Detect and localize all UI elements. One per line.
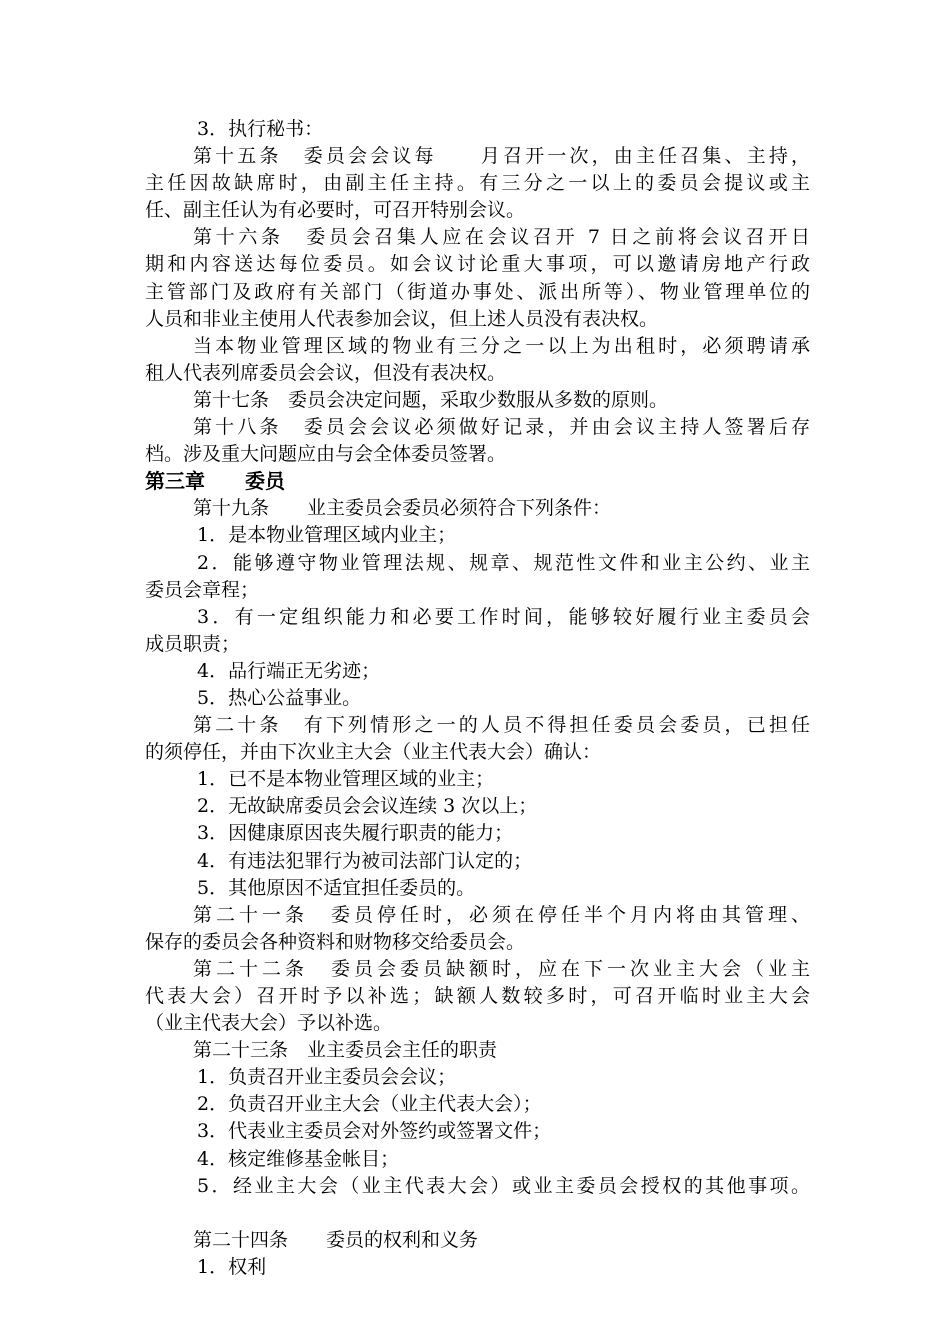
text-line: 主管部门及政府有关部门（街道办事处、派出所等）、物业管理单位的 [145, 280, 810, 303]
text-line: 租人代表列席委员会会议，但没有表决权。 [145, 361, 507, 384]
text-line: 保存的委员会各种资料和财物移交给委员会。 [145, 930, 526, 953]
text-line: 当本物业管理区域的物业有三分之一以上为出租时，必须聘请承 [193, 334, 810, 357]
text-line: 2．无故缺席委员会会议连续 3 次以上； [197, 795, 538, 818]
text-line: 2．能够遵守物业管理法规、规章、规范性文件和业主公约、业主 [197, 551, 810, 574]
text-line: 第十六条 委员会召集人应在会议召开 7 日之前将会议召开日 [193, 226, 810, 249]
text-line: 4．品行端正无劣迹； [197, 659, 381, 682]
text-line: （业主代表大会）予以补选。 [145, 1012, 393, 1035]
text-line: 主任因故缺席时，由副主任主持。有三分之一以上的委员会提议或主 [145, 172, 810, 195]
text-line: 1．负责召开业主委员会会议； [197, 1066, 457, 1089]
text-line: 5．经业主大会（业主代表大会）或业主委员会授权的其他事项。 [197, 1174, 810, 1197]
text-line: 1．已不是本物业管理区域的业主； [197, 768, 495, 791]
text-line: 人员和非业主使用人代表参加会议，但上述人员没有表决权。 [145, 307, 659, 330]
text-line: 成员职责； [145, 632, 241, 655]
text-line: 第十八条 委员会会议必须做好记录，并由会议主持人签署后存 [193, 416, 810, 439]
text-line: 1．是本物业管理区域内业主； [197, 524, 457, 547]
text-line: 第二十四条 委员的权利和义务 [193, 1228, 479, 1251]
text-line: 第二十二条 委员会委员缺额时，应在下一次业主大会（业主 [193, 957, 810, 980]
text-line: 期和内容送达每位委员。如会议讨论重大事项，可以邀请房地产行政 [145, 253, 810, 276]
text-line: 3．执行秘书： [197, 118, 324, 140]
text-line: 5．其他原因不适宜担任委员的。 [197, 876, 476, 899]
blank-line [145, 1200, 810, 1227]
chapter-heading: 第三章 委员 [145, 469, 285, 494]
text-line: 2．负责召开业主大会（业主代表大会）； [197, 1093, 542, 1116]
text-line: 4．有违法犯罪行为被司法部门认定的； [197, 849, 533, 872]
text-line: 3．因健康原因丧失履行职责的能力； [197, 822, 514, 845]
text-line: 第十五条 委员会会议每 月召开一次，由主任召集、主持， [193, 145, 810, 168]
text-line: 档。涉及重大问题应由与会全体委员签署。 [145, 443, 507, 466]
document-body [145, 116, 810, 1281]
text-line: 4．核定维修基金帐目； [197, 1147, 400, 1170]
text-line: 第二十条 有下列情形之一的人员不得担任委员会委员，已担任 [193, 714, 810, 737]
text-line: 的须停任，并由下次业主大会（业主代表大会）确认： [145, 741, 602, 764]
text-line: 第二十三条 业主委员会主任的职责 [193, 1039, 498, 1062]
text-line: 3．代表业主委员会对外签约或签署文件； [197, 1120, 552, 1143]
text-line: 1．权利 [197, 1255, 267, 1278]
text-line: 任、副主任认为有必要时，可召开特别会议。 [145, 199, 526, 222]
text-line: 第十九条 业主委员会委员必须符合下列条件： [193, 497, 612, 520]
text-line: 3．有一定组织能力和必要工作时间，能够较好履行业主委员会 [197, 605, 810, 628]
text-line: 5．热心公益事业。 [197, 686, 362, 709]
text-line: 代表大会）召开时予以补选；缺额人数较多时，可召开临时业主大会 [145, 985, 810, 1007]
text-line: 第二十一条 委员停任时，必须在停任半个月内将由其管理、 [193, 903, 810, 926]
text-line: 第十七条 委员会决定问题，采取少数服从多数的原则。 [193, 388, 669, 411]
text-line: 委员会章程； [145, 578, 260, 601]
